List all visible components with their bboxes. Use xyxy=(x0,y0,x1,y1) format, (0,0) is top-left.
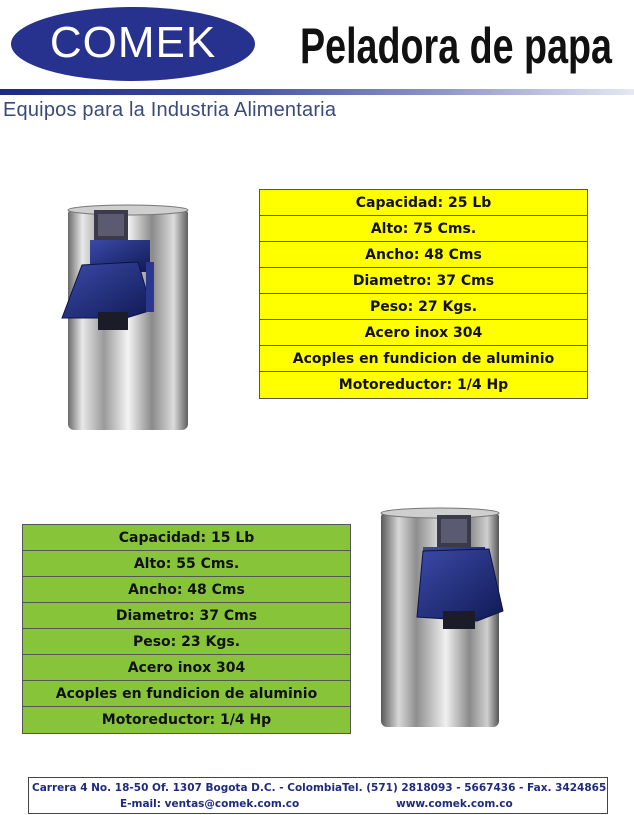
potato-peeler-large-image xyxy=(60,200,195,435)
spec-row-height: Alto: 55 Cms. xyxy=(23,551,350,577)
header-divider xyxy=(0,89,634,95)
footer-address: Carrera 4 No. 18-50 Of. 1307 Bogota D.C. - ColombiaTel. (571) 2818093 - 5667436 - Fax. 3424865 xyxy=(32,782,607,794)
spec-row-couplings: Acoples en fundicion de aluminio xyxy=(23,681,350,707)
footer-email-link[interactable]: E-mail: ventas@comek.com.co xyxy=(120,798,300,810)
potato-peeler-small-image xyxy=(377,505,507,733)
spec-row-couplings: Acoples en fundicion de aluminio xyxy=(260,346,587,372)
spec-row-capacity: Capacidad: 25 Lb xyxy=(260,190,587,216)
spec-row-diameter: Diametro: 37 Cms xyxy=(260,268,587,294)
spec-row-height: Alto: 75 Cms. xyxy=(260,216,587,242)
spec-row-diameter: Diametro: 37 Cms xyxy=(23,603,350,629)
spec-row-capacity: Capacidad: 15 Lb xyxy=(23,525,350,551)
page-title xyxy=(300,8,620,78)
spec-row-weight: Peso: 27 Kgs. xyxy=(260,294,587,320)
spec-row-motor: Motoreductor: 1/4 Hp xyxy=(23,707,350,733)
spec-row-material: Acero inox 304 xyxy=(260,320,587,346)
spec-row-material: Acero inox 304 xyxy=(23,655,350,681)
spec-row-width: Ancho: 48 Cms xyxy=(260,242,587,268)
contact-footer xyxy=(28,777,608,814)
spec-row-motor: Motoreductor: 1/4 Hp xyxy=(260,372,587,398)
spec-row-width: Ancho: 48 Cms xyxy=(23,577,350,603)
page-title-text: Peladora de papa xyxy=(300,18,613,74)
tagline: Equipos para la Industria Alimentaria xyxy=(3,99,337,121)
spec-table-large xyxy=(259,189,588,399)
comek-logo xyxy=(8,5,258,83)
spec-table-small xyxy=(22,524,351,734)
footer-website-link[interactable]: www.comek.com.co xyxy=(396,798,513,810)
spec-row-weight: Peso: 23 Kgs. xyxy=(23,629,350,655)
logo-text: COMEK xyxy=(49,18,217,67)
